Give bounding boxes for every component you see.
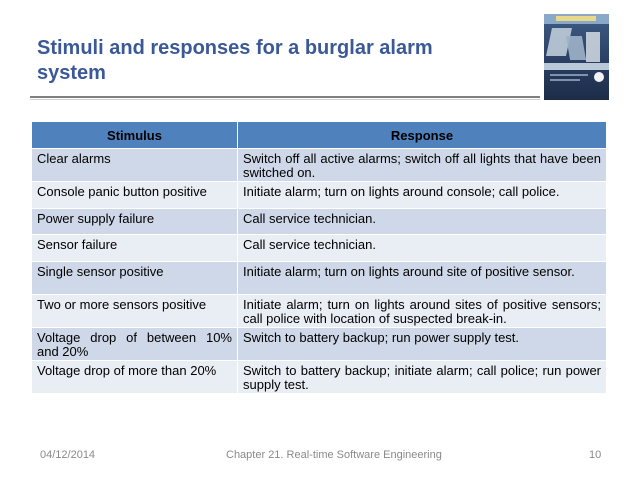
cover-graphic-shape — [566, 36, 586, 60]
cover-logo-icon — [594, 72, 604, 82]
stimulus-cell: Two or more sensors positive — [32, 295, 238, 328]
stimulus-cell: Sensor failure — [32, 235, 238, 262]
slide-title: Stimuli and responses for a burglar alarm system — [37, 37, 433, 84]
stimulus-cell: Clear alarms — [32, 149, 238, 182]
title-divider — [30, 96, 540, 98]
footer-date: 04/12/2014 — [40, 449, 96, 461]
table-row — [32, 209, 607, 235]
table-row — [32, 295, 607, 328]
column-header-response: Response — [238, 122, 607, 149]
response-cell: Call service technician. — [238, 209, 607, 235]
column-header-stimulus: Stimulus — [32, 122, 238, 149]
cover-title-band — [544, 63, 609, 70]
stimulus-cell: Voltage drop of between 10% and 20% — [32, 328, 238, 361]
stimulus-response-table — [31, 121, 607, 394]
table-row — [32, 235, 607, 262]
response-cell: Initiate alarm; turn on lights around console; call police. — [238, 182, 607, 209]
response-cell: Switch to battery backup; initiate alarm; call police; run power supply test. — [238, 361, 607, 394]
table-header-row — [32, 122, 607, 149]
book-cover-image — [544, 14, 609, 100]
table-row — [32, 361, 607, 394]
footer-chapter-title: Chapter 21. Real-time Software Engineering — [226, 449, 442, 461]
cover-text-line — [550, 79, 580, 81]
stimulus-cell: Console panic button positive — [32, 182, 238, 209]
footer-page-number: 10 — [589, 449, 602, 461]
response-cell: Call service technician. — [238, 235, 607, 262]
table-row — [32, 149, 607, 182]
table-row — [32, 328, 607, 361]
response-cell: Switch to battery backup; run power supply test. — [238, 328, 607, 361]
stimulus-cell: Voltage drop of more than 20% — [32, 361, 238, 394]
cover-graphic-shape — [586, 32, 600, 62]
stimulus-cell: Single sensor positive — [32, 262, 238, 295]
response-cell: Initiate alarm; turn on lights around sites of positive sensors; call police with location of suspected break-in. — [238, 295, 607, 328]
title-divider-shadow — [30, 99, 540, 100]
stimulus-cell: Power supply failure — [32, 209, 238, 235]
table-row — [32, 262, 607, 295]
response-cell: Switch off all active alarms; switch off all lights that have been switched on. — [238, 149, 607, 182]
cover-brand-strip — [556, 16, 596, 21]
table-row — [32, 182, 607, 209]
response-cell: Initiate alarm; turn on lights around site of positive sensor. — [238, 262, 607, 295]
cover-text-line — [550, 74, 588, 76]
